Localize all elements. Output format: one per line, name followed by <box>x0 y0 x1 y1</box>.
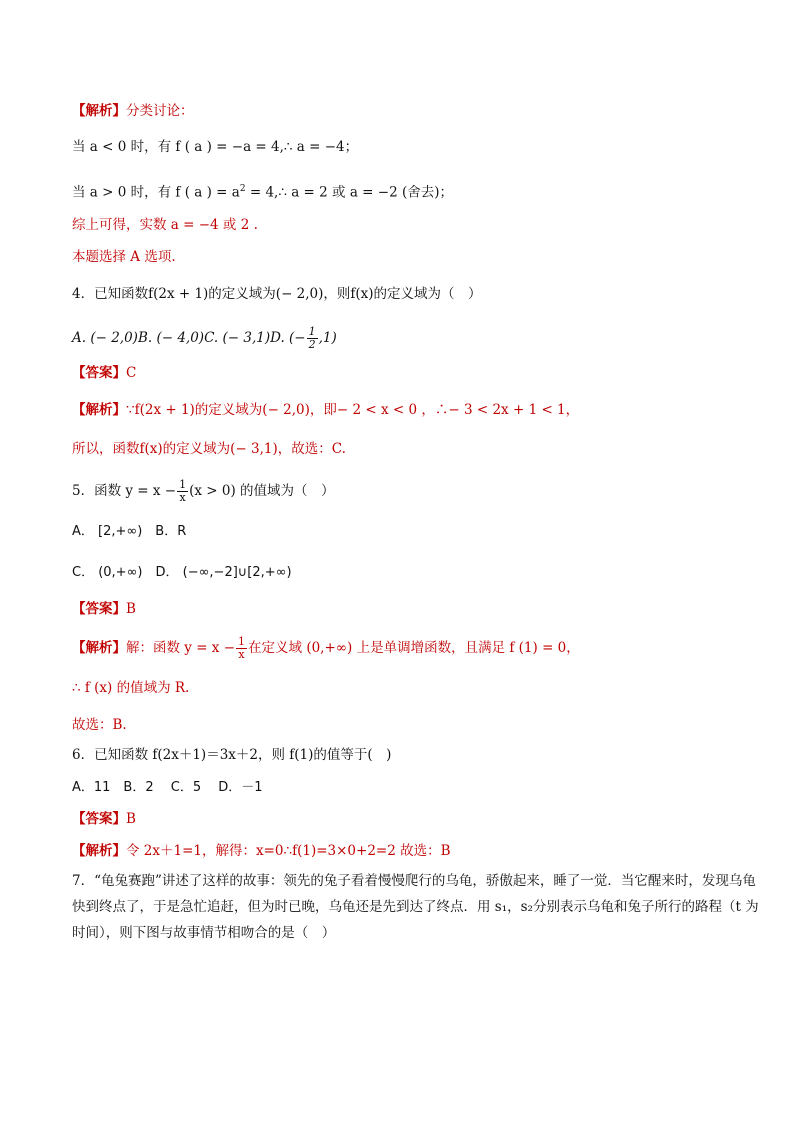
q3-analysis-line1: 【解析】分类讨论： <box>72 103 194 119</box>
fraction: $\frac{1}{2}$ <box>308 325 316 351</box>
q3-choice: 本题选择 A 选项. <box>72 249 176 265</box>
q6-analysis: 【解析】令 2x＋1=1，解得：x=0∴f(1)=3×0+2=2 故选：B <box>72 843 451 859</box>
q4-analysis: 【解析】∵f(2x + 1)的定义域为(− 2,0)，即− 2 < x < 0 ，∴− 3 < 2x + 1 < 1， <box>72 402 580 418</box>
fraction: $\frac{1}{x}$ <box>179 478 187 504</box>
q5-analysis-range: ∴ f (x) 的值域为 R. <box>72 680 190 696</box>
q5-analysis: 【解析】解：函数 y = x − $\frac{1}{x}$ 在定义域 (0,+∞) 上是单调增函数，且满足 f (1) = 0， <box>72 635 580 661</box>
q6-options: A．11 B．2 C．5 D．－1 <box>72 780 263 795</box>
q3-case-negative: 当 a < 0 时，有 f ( a ) = −a = 4,∴ a = −4； <box>72 139 359 155</box>
q3-case-positive: 当 a > 0 时，有 f ( a ) = $a^2$ = 4,∴ a = 2 或 a = −2 (舍去)； <box>72 184 453 201</box>
q5-answer: 【答案】B <box>72 601 136 617</box>
q5-options-cd: C． (0,+∞) D． (−∞,−2]∪[2,+∞) <box>72 565 292 580</box>
analysis-tag: 【解析】 <box>72 103 126 119</box>
q7-stem: 7．“龟兔赛跑”讲述了这样的故事：领先的兔子看着慢慢爬行的乌龟，骄傲起来，睡了一觉．当它醒来时，发现乌龟快到终点了，于是急忙追赶，但为时已晚，乌龟还是先到达了终点．用 s₁，s₂分别表示乌龟和兔子所行的路程（t 为时间），则下图与故事情节相吻合的是（ ） <box>72 873 759 941</box>
q5-stem: 5．函数 y = x − $\frac{1}{x}$ (x > 0) 的值域为（ ） <box>72 478 335 504</box>
q6-stem: 6．已知函数 f(2x＋1)＝3x＋2，则 f(1)的值等于( ) <box>72 747 392 763</box>
q5-options-ab: A． [2,+∞) B．R <box>72 524 187 539</box>
q5-analysis-choice: 故选：B. <box>72 717 127 733</box>
q4-stem: 4．已知函数f(2x + 1)的定义域为(− 2,0)，则f(x)的定义域为（ ） <box>72 286 482 302</box>
q4-options: A. (− 2,0)B. (− 4,0)C. (− 3,1)D. (− $\frac{1}{2}$ ,1) <box>72 325 337 351</box>
q6-answer: 【答案】B <box>72 811 136 827</box>
q4-analysis-conclusion: 所以，函数f(x)的定义域为(− 3,1)，故选：C. <box>72 441 346 457</box>
fraction: $\frac{1}{x}$ <box>238 635 246 661</box>
q4-answer: 【答案】C <box>72 365 137 381</box>
q3-conclusion: 综上可得，实数 a = −4 或 2 . <box>72 217 258 233</box>
